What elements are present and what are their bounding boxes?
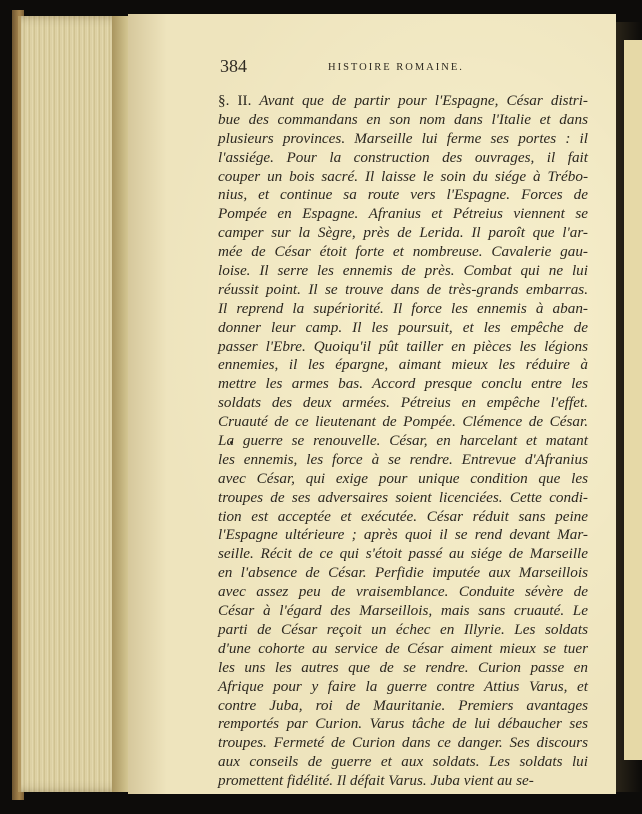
text-line: troupes de ses adversaires soient licenciées. Cette condi- — [218, 488, 588, 506]
text-line: d'une cohorte au service de César aiment mieux se tuer — [218, 639, 588, 657]
text-line: l'Espagne ultérieure ; après quoi il se rend devant Mar- — [218, 526, 588, 544]
text-line: les uns les autres que de se rendre. Curion passe en — [218, 658, 588, 676]
text-line: loise. Il serre les ennemis de près. Combat qui ne lui — [218, 262, 588, 280]
text-line: bue des commandans en son nom dans l'Italie et dans — [218, 110, 588, 128]
text-line: nius, et continue sa route vers l'Espagne. Forces de — [218, 186, 588, 204]
section-mark: §. II. — [218, 92, 252, 109]
text-line: camper sur la Sègre, près de Lerida. Il paroît que l'ar- — [218, 224, 588, 242]
text-line: mée de César étoit forte et nombreuse. Cavalerie gau- — [218, 243, 588, 261]
text-line: seille. Récit de ce qui s'étoit passé au siége de Marseille — [218, 545, 588, 563]
text-line: Pompée en Espagne. Afranius et Pétreius viennent se — [218, 205, 588, 223]
text-line: passer l'Ebre. Quoiqu'il pût tailler en pièces les légions — [218, 337, 588, 355]
text-line: Cruauté de ce lieutenant de Pompée. Clémence de César. — [218, 413, 588, 431]
text-line: plusieurs provinces. Marseille lui ferme ses portes : il — [218, 129, 588, 147]
text-line-content: Avant que de partir pour l'Espagne, César distri- — [259, 92, 588, 109]
text-line: La guerre se renouvelle. César, en harcelant et matant — [218, 432, 588, 450]
text-line: tion est acceptée et exécutée. César réduit sans peine — [218, 507, 588, 525]
text-line: Il reprend la supériorité. Il force les ennemis à aban- — [218, 299, 588, 317]
text-line: avec assez peu de vraisemblance. Conduite sévère de — [218, 583, 588, 601]
page-header — [220, 56, 472, 78]
text-line: soldats des deux armées. Pétreius en empêche l'effet. — [218, 394, 588, 412]
text-line: avec César, qui exige pour unique condition que les — [218, 469, 588, 487]
running-head: HISTOIRE ROMAINE. — [328, 62, 464, 73]
text-line: César à l'égard des Marseillois, mais sans cruauté. Le — [218, 602, 588, 620]
text-line: en l'absence de César. Perfidie imputée aux Marseillois — [218, 564, 588, 582]
summary-text-block — [218, 92, 588, 791]
text-line: Afrique pour y faire la guerre contre Attius Varus, et — [218, 677, 588, 695]
facing-page-edge — [624, 40, 642, 760]
text-line: donner leur camp. Il les poursuit, et les empêche de — [218, 318, 588, 336]
text-line: couper un bois sacré. Il laisse le soin du siége à Trébo- — [218, 167, 588, 185]
text-line: ennemies, il les épargne, aimant mieux les réduire à — [218, 356, 588, 374]
text-line: les ennemis, les force à se rendre. Entrevue d'Afranius — [218, 450, 588, 468]
text-line: troupes. Fermeté de Curion dans ce danger. Ses discours — [218, 734, 588, 752]
text-line: parti de César reçoit un échec en Illyrie. Les soldats — [218, 620, 588, 638]
text-line: promettent fidélité. Il défait Varus. Juba vient au se- — [218, 772, 534, 790]
text-line: mettre les armes bas. Accord presque conclu entre les — [218, 375, 588, 393]
page-number: 384 — [220, 56, 247, 76]
text-line: aux conseils de guerre et aux soldats. Les soldats lui — [218, 753, 588, 771]
text-line — [218, 92, 588, 111]
text-line: contre Juba, roi de Mauritanie. Premiers avantages — [218, 696, 588, 714]
text-line: réussit point. Il se trouve dans de très-grands embarras. — [218, 280, 588, 298]
text-line: l'assiége. Pour la construction des ouvrages, il fait — [218, 148, 588, 166]
text-line: remportés par Curion. Varus tâche de lui débaucher ses — [218, 715, 588, 733]
